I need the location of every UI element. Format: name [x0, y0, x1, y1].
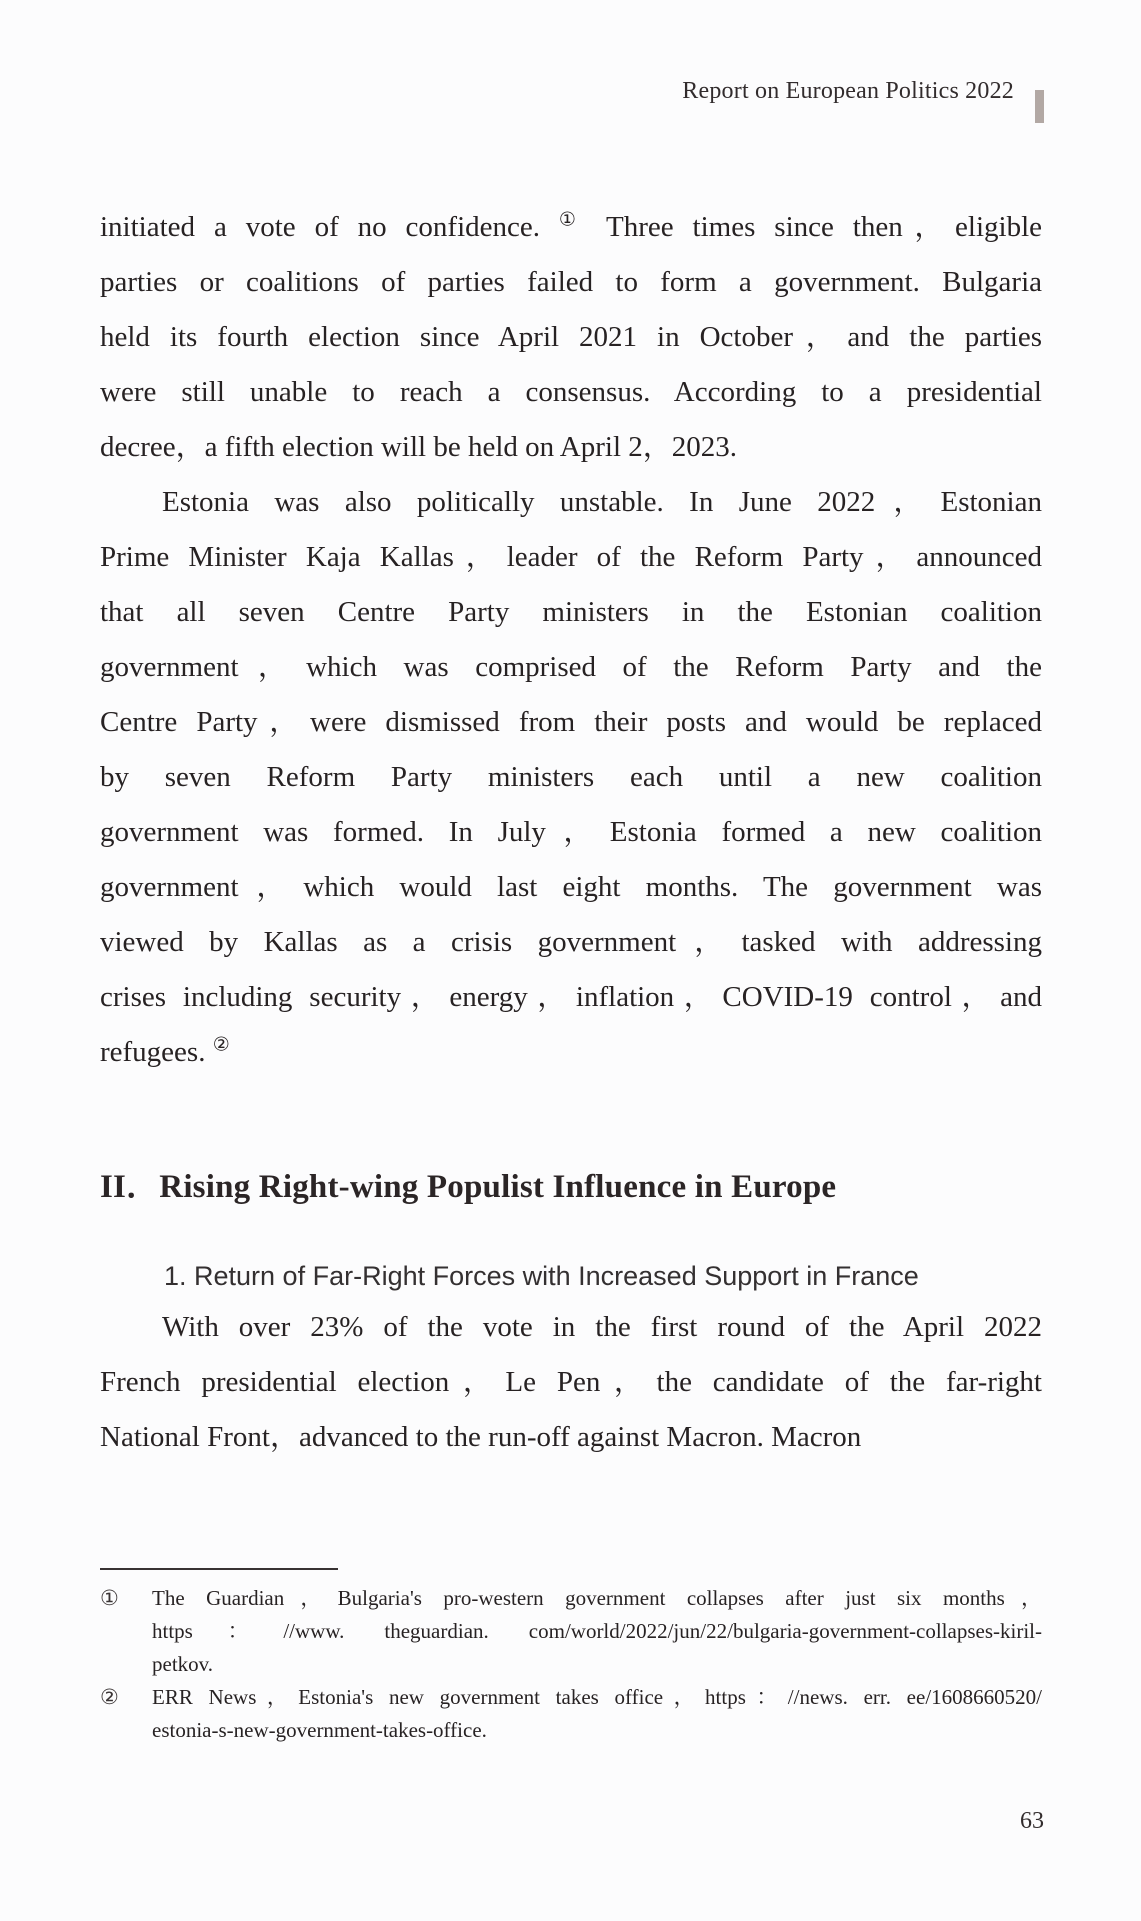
body-line: government was formed. In July，Estonia formed a new coalition	[100, 816, 1042, 848]
body-line: held its fourth election since April 2021 in October，and the parties	[100, 321, 1042, 353]
body-line: crises including security，energy，inflation，COVID-19 control，and	[100, 981, 1042, 1013]
footnote-line: estonia-s-new-government-takes-office.	[152, 1718, 487, 1742]
footnote-separator-rule	[100, 1568, 338, 1570]
body-line: Prime Minister Kaja Kallas，leader of the Reform Party，announced	[100, 541, 1042, 573]
footnote-line: petkov.	[152, 1652, 214, 1676]
running-header	[0, 74, 1044, 123]
body-line: government，which was comprised of the Reform Party and the	[100, 651, 1042, 683]
section-heading: II．Rising Right-wing Populist Influence in Europe	[100, 1169, 837, 1205]
body-line: French presidential election，Le Pen，the candidate of the far-right	[100, 1366, 1042, 1398]
body-line: decree，a fifth election will be held on April 2，2023.	[100, 431, 738, 463]
footnote-marker: ②	[100, 1685, 119, 1709]
body-line: parties or coalitions of parties failed to form a government. Bulgaria	[100, 266, 1042, 298]
body-line: Estonia was also politically unstable. In June 2022，Estonian	[162, 486, 1042, 518]
body-line: refugees. ②	[100, 1034, 230, 1068]
header-accent-bar	[1035, 90, 1044, 123]
body-line: government，which would last eight months. The government was	[100, 871, 1042, 903]
page-number: 63	[1020, 1808, 1044, 1834]
footnote-line: https：//www. theguardian. com/world/2022/jun/22/bulgaria-government-collapses-kiril-	[152, 1619, 1042, 1643]
subsection-heading: 1. Return of Far-Right Forces with Increased Support in France	[164, 1261, 919, 1291]
body-line: by seven Reform Party ministers each until a new coalition	[100, 761, 1042, 793]
footnote-item	[100, 1681, 1042, 1747]
footnotes	[100, 1582, 1042, 1747]
body-line: were still unable to reach a consensus. According to a presidential	[100, 376, 1042, 408]
body-line: that all seven Centre Party ministers in the Estonian coalition	[100, 596, 1042, 628]
paragraph	[100, 200, 1042, 475]
paragraph	[100, 1300, 1042, 1465]
footnote-marker: ①	[100, 1586, 119, 1610]
footnote-line: ERR News，Estonia's new government takes office，https：//news. err. ee/1608660520/	[152, 1685, 1042, 1709]
footnote-line: The Guardian，Bulgaria's pro-western government collapses after just six months，	[152, 1586, 1042, 1610]
paragraph	[100, 475, 1042, 1080]
footnote-ref-marker: ②	[212, 1034, 230, 1056]
body-line: viewed by Kallas as a crisis government，tasked with addressing	[100, 926, 1042, 958]
body-line: Centre Party，were dismissed from their posts and would be replaced	[100, 706, 1042, 738]
body-line: With over 23% of the vote in the first round of the April 2022	[162, 1311, 1042, 1343]
footnote-item	[100, 1582, 1042, 1681]
body-line: initiated a vote of no confidence. ① Three times since then，eligible	[100, 209, 1043, 243]
footnote-ref-marker: ①	[558, 209, 588, 231]
body-line: National Front，advanced to the run-off against Macron. Macron	[100, 1421, 862, 1453]
running-header-title: Report on European Politics 2022	[682, 78, 1014, 104]
